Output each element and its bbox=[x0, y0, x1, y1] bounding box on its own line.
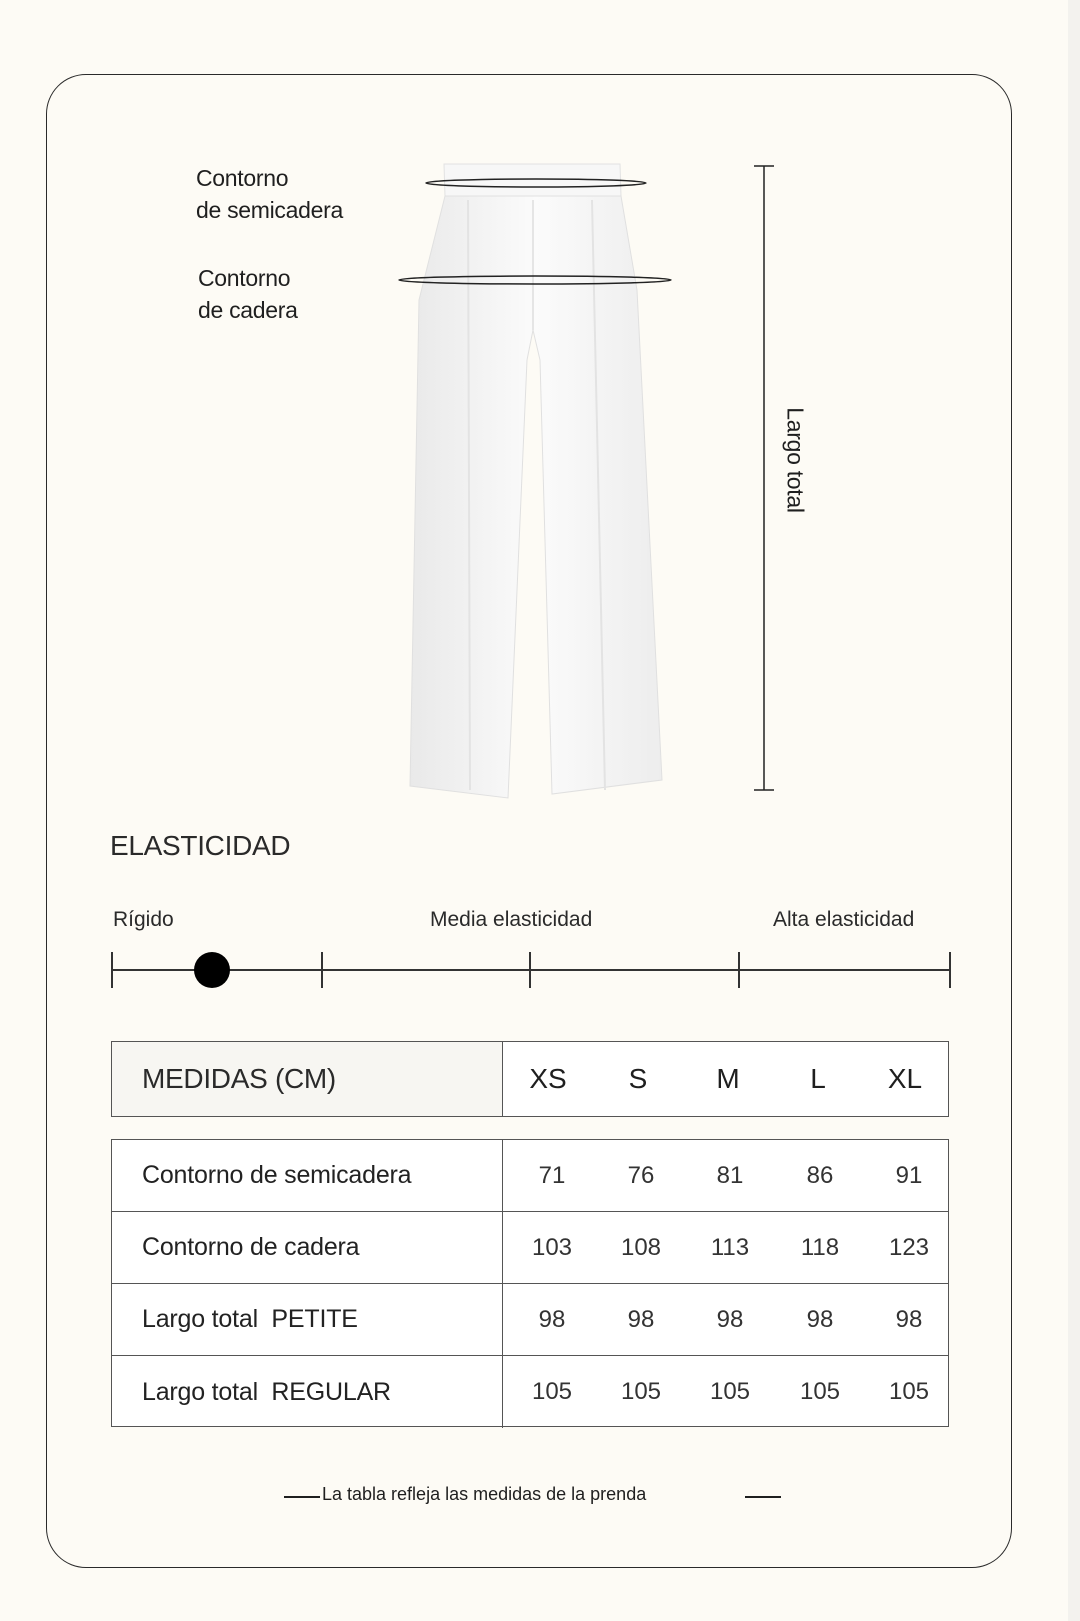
table-cell: 98 bbox=[538, 1305, 566, 1333]
table-cell: 103 bbox=[531, 1233, 573, 1261]
row-label: Largo total PETITE bbox=[112, 1284, 503, 1355]
row-label: Largo total REGULAR bbox=[112, 1356, 503, 1428]
table-cell: 98 bbox=[716, 1305, 744, 1333]
scale-tick bbox=[529, 952, 531, 988]
scale-tick bbox=[949, 952, 951, 988]
table-cell: 105 bbox=[531, 1378, 573, 1405]
measurements-header: MEDIDAS (CM) bbox=[112, 1042, 503, 1116]
row-label: Contorno de semicadera bbox=[112, 1140, 503, 1211]
table-cell: 71 bbox=[538, 1161, 566, 1189]
size-header-s: S bbox=[628, 1063, 648, 1094]
table-cell: 81 bbox=[716, 1161, 744, 1189]
elasticity-title: ELASTICIDAD bbox=[110, 830, 291, 861]
scale-track bbox=[111, 969, 951, 971]
cadera-label: Contorno de cadera bbox=[198, 265, 298, 323]
table-cell: 98 bbox=[895, 1305, 923, 1333]
table-cell: 76 bbox=[627, 1161, 655, 1189]
scale-tick bbox=[111, 952, 113, 988]
largo-total-label: Largo total bbox=[782, 407, 809, 513]
scale-label-high: Alta elasticidad bbox=[773, 908, 915, 931]
elasticity-level-marker bbox=[194, 952, 230, 988]
elasticity-scale bbox=[111, 950, 951, 990]
table-cell: 118 bbox=[800, 1233, 840, 1261]
table-cell: 86 bbox=[806, 1161, 834, 1189]
table-row bbox=[112, 1356, 948, 1428]
table-row bbox=[112, 1212, 948, 1284]
size-header-xs: XS bbox=[529, 1063, 567, 1094]
footnote-text: La tabla refleja las medidas de la prenda bbox=[322, 1484, 647, 1504]
table-cell: 113 bbox=[710, 1233, 750, 1261]
scale-label-medium: Media elasticidad bbox=[430, 908, 593, 931]
table-cell: 105 bbox=[799, 1378, 841, 1405]
scale-tick bbox=[738, 952, 740, 988]
footnote-dash-left bbox=[284, 1496, 320, 1498]
table-cell: 91 bbox=[895, 1161, 923, 1189]
semicadera-label: Contorno de semicadera bbox=[196, 165, 343, 223]
table-cell: 108 bbox=[620, 1233, 662, 1261]
table-cell: 123 bbox=[888, 1233, 930, 1261]
size-table-body bbox=[111, 1139, 949, 1427]
table-cell: 98 bbox=[806, 1305, 834, 1333]
table-cell: 105 bbox=[709, 1378, 751, 1405]
size-header-m: M bbox=[716, 1063, 740, 1094]
table-cell: 105 bbox=[888, 1378, 930, 1405]
table-row bbox=[112, 1140, 948, 1212]
size-header-l: L bbox=[810, 1063, 826, 1094]
footnote-dash-right bbox=[745, 1496, 781, 1498]
size-table-header bbox=[111, 1041, 949, 1117]
table-cell: 98 bbox=[627, 1305, 655, 1333]
table-cell: 105 bbox=[620, 1378, 662, 1405]
table-row bbox=[112, 1284, 948, 1356]
size-header-xl: XL bbox=[887, 1063, 923, 1094]
row-label: Contorno de cadera bbox=[112, 1212, 503, 1283]
scale-tick bbox=[321, 952, 323, 988]
scale-label-rigid: Rígido bbox=[113, 908, 174, 931]
